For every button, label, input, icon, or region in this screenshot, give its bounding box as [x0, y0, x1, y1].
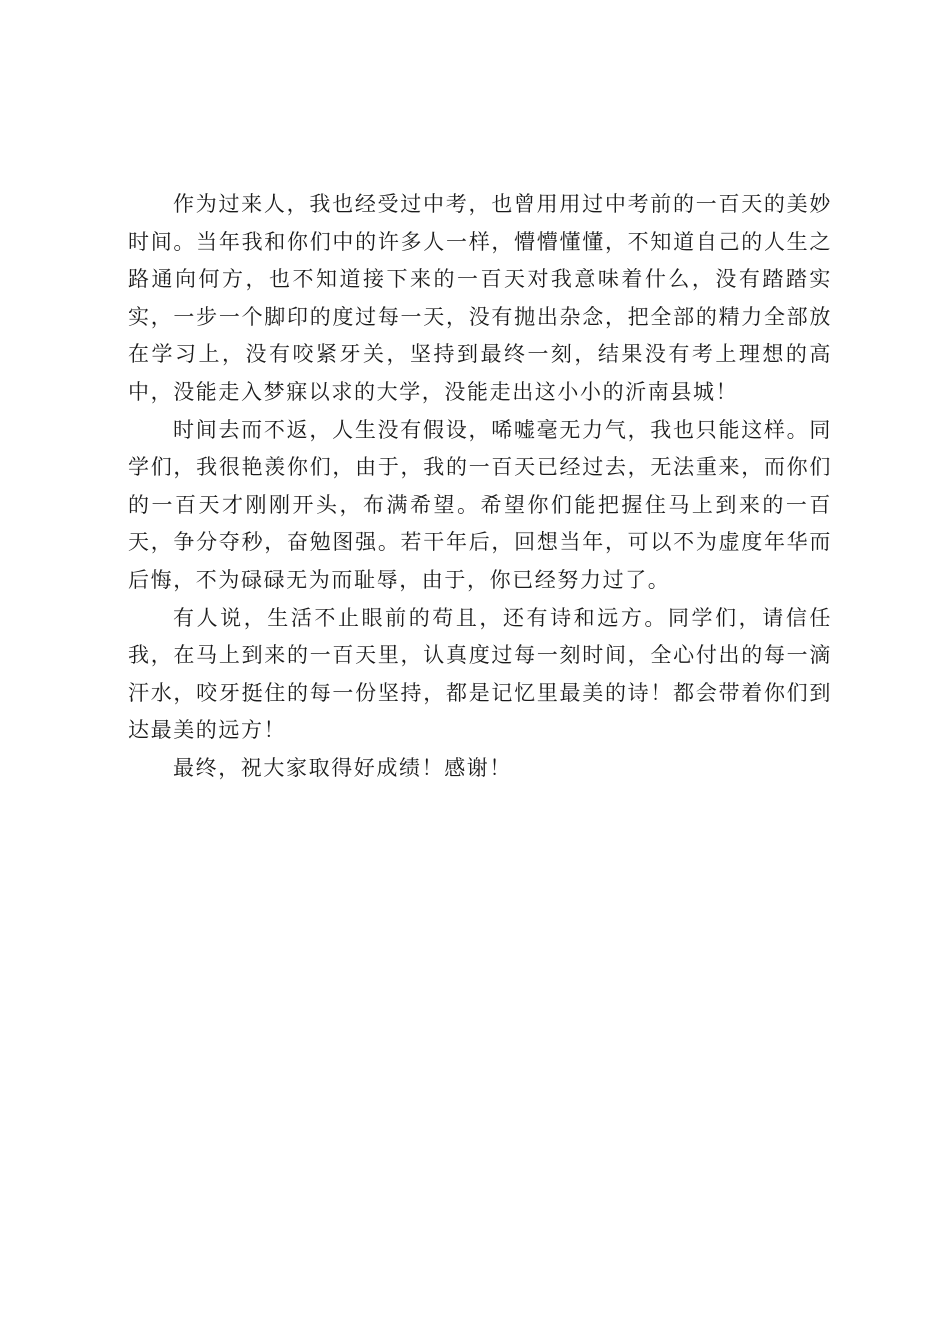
- paragraph-4: 最终，祝大家取得好成绩！感谢！: [173, 755, 512, 780]
- paragraph-2: 时间去而不返，人生没有假设，唏嘘毫无力气，我也只能这样。同学们，我很艳羡你们，由于，我的一百天已经过去，无法重来，而你们的一百天才刚刚开头，布满希望。希望你们能把握住马上到来的一百天，争分夺秒，奋勉图强。若干年后，回想当年，可以不为虚度年华而后悔，不为碌碌无为而耻辱，由于，你已经努力过了。: [128, 417, 832, 592]
- paragraph-3: 有人说，生活不止眼前的苟且，还有诗和远方。同学们，请信任我，在马上到来的一百天里，认真度过每一刻时间，全心付出的每一滴汗水，咬牙挺住的每一份坚持，都是记忆里最美的诗！都会带着你们到达最美的远方！: [128, 605, 832, 743]
- document-body: [128, 186, 832, 788]
- paragraph-1: 作为过来人，我也经受过中考，也曾用用过中考前的一百天的美妙时间。当年我和你们中的许多人一样，懵懵懂懂，不知道自己的人生之路通向何方，也不知道接下来的一百天对我意味着什么，没有踏踏实实，一步一个脚印的度过每一天，没有抛出杂念，把全部的精力全部放在学习上，没有咬紧牙关，坚持到最终一刻，结果没有考上理想的高中，没能走入梦寐以求的大学，没能走出这小小的沂南县城！: [128, 192, 832, 404]
